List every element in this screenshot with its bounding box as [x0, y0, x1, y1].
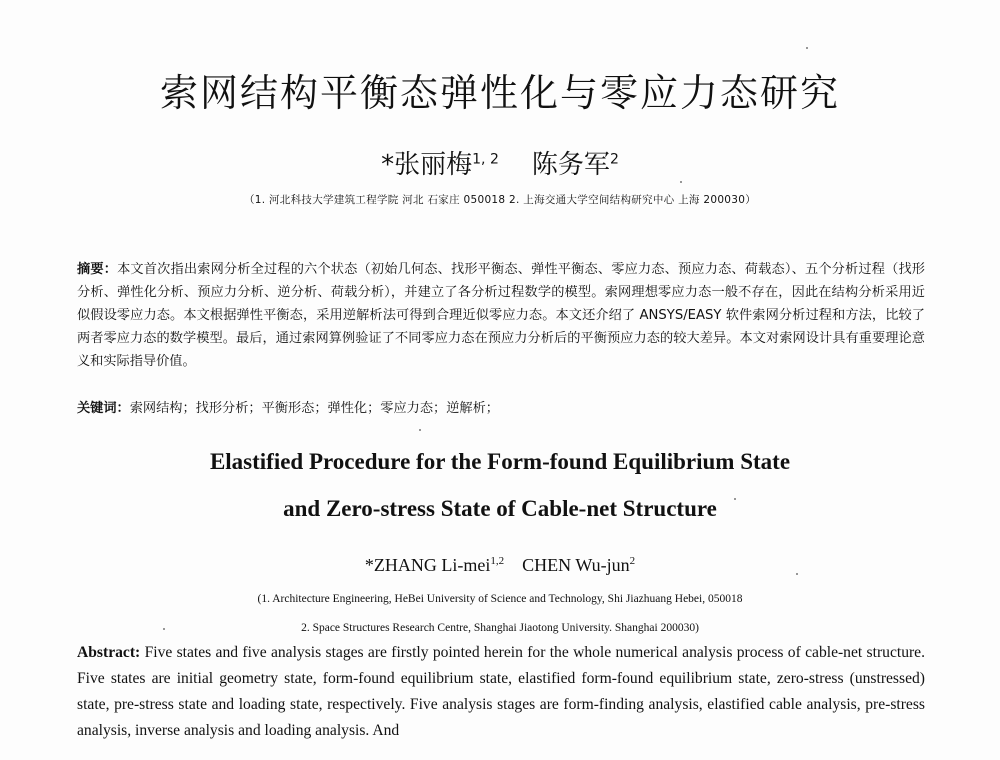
author-1-affiliation-marker: 1, 2: [472, 151, 499, 168]
english-author-2-name: CHEN Wu-jun: [522, 555, 630, 575]
english-abstract-text: Five states and five analysis stages are firstly pointed herein for the whole numerical analysis process of cable-net structure. Five states are initial geometry state, form-found equilibrium state, elastified form-found equilibrium state, zero-stress (unstressed) state, pre-stress state and loading state, respectively. Five analysis stages are form-finding analysis, elastified cable analysis, pre-stress analysis, inverse analysis and loading analysis. And: [77, 644, 926, 739]
scan-speck: [680, 181, 682, 183]
english-affiliation-line-1: (1. Architecture Engineering, HeBei University of Science and Technology, Shi Jiazhuang Hebei, 050018: [257, 593, 743, 605]
english-title-line-1: Elastified Procedure for the Form-found Equilibrium State: [209, 449, 791, 474]
scan-speck: [796, 573, 798, 575]
author-1-name: *张丽梅: [381, 150, 473, 180]
english-author-1-name: *ZHANG Li-mei: [364, 555, 491, 575]
chinese-authors: [0, 144, 1000, 181]
scan-speck: [163, 628, 165, 630]
chinese-abstract: [77, 258, 925, 373]
english-title-line-2: and Zero-stress State of Cable-net Structure: [283, 496, 717, 521]
chinese-abstract-text: 本文首次指出索网分析全过程的六个状态（初始几何态、找形平衡态、弹性平衡态、零应力态、预应力态、荷载态）、五个分析过程（找形分析、弹性化分析、预应力分析、逆分析、荷载分析），并建立了各分析过程数学的模型。索网理想零应力态一般不存在，因此在结构分析采用近似假设零应力态。本文根据弹性平衡态，采用逆解析法可得到合理近似零应力态。本文还介绍了 ANSYS/EASY 软件索网分析过程和方法，比较了两者零应力态的数学模型。最后，通过索网算例验证了不同零应力态在预应力分析后的平衡预应力态的较大差异。本文对索网设计具有重要理论意义和实际指导价值。: [77, 262, 925, 369]
scan-speck: [419, 429, 421, 431]
author-2-name: 陈务军: [531, 150, 610, 180]
scan-speck: [734, 498, 736, 500]
chinese-keywords: [77, 397, 925, 416]
english-abstract-label: Abstract:: [77, 644, 141, 661]
scan-speck: [806, 47, 808, 49]
chinese-abstract-label: 摘要：: [77, 262, 118, 277]
chinese-affiliations: （1. 河北科技大学建筑工程学院 河北 石家庄 050018 2. 上海交通大学空间结构研究中心 上海 200030）: [243, 194, 757, 206]
chinese-keywords-text: 索网结构；找形分析；平衡形态；弹性化；零应力态；逆解析；: [129, 401, 499, 416]
chinese-title: 索网结构平衡态弹性化与零应力态研究: [159, 71, 840, 115]
chinese-keywords-label: 关键词：: [77, 401, 130, 416]
english-author-2-affiliation-marker: 2: [629, 555, 636, 567]
english-abstract: [77, 640, 925, 744]
english-author-1-affiliation-marker: 1,2: [490, 555, 505, 567]
english-affiliation-line-2: 2. Space Structures Research Centre, Shanghai Jiaotong University. Shanghai 200030): [301, 622, 699, 634]
author-2-affiliation-marker: 2: [609, 151, 619, 168]
english-authors: [0, 555, 1000, 576]
